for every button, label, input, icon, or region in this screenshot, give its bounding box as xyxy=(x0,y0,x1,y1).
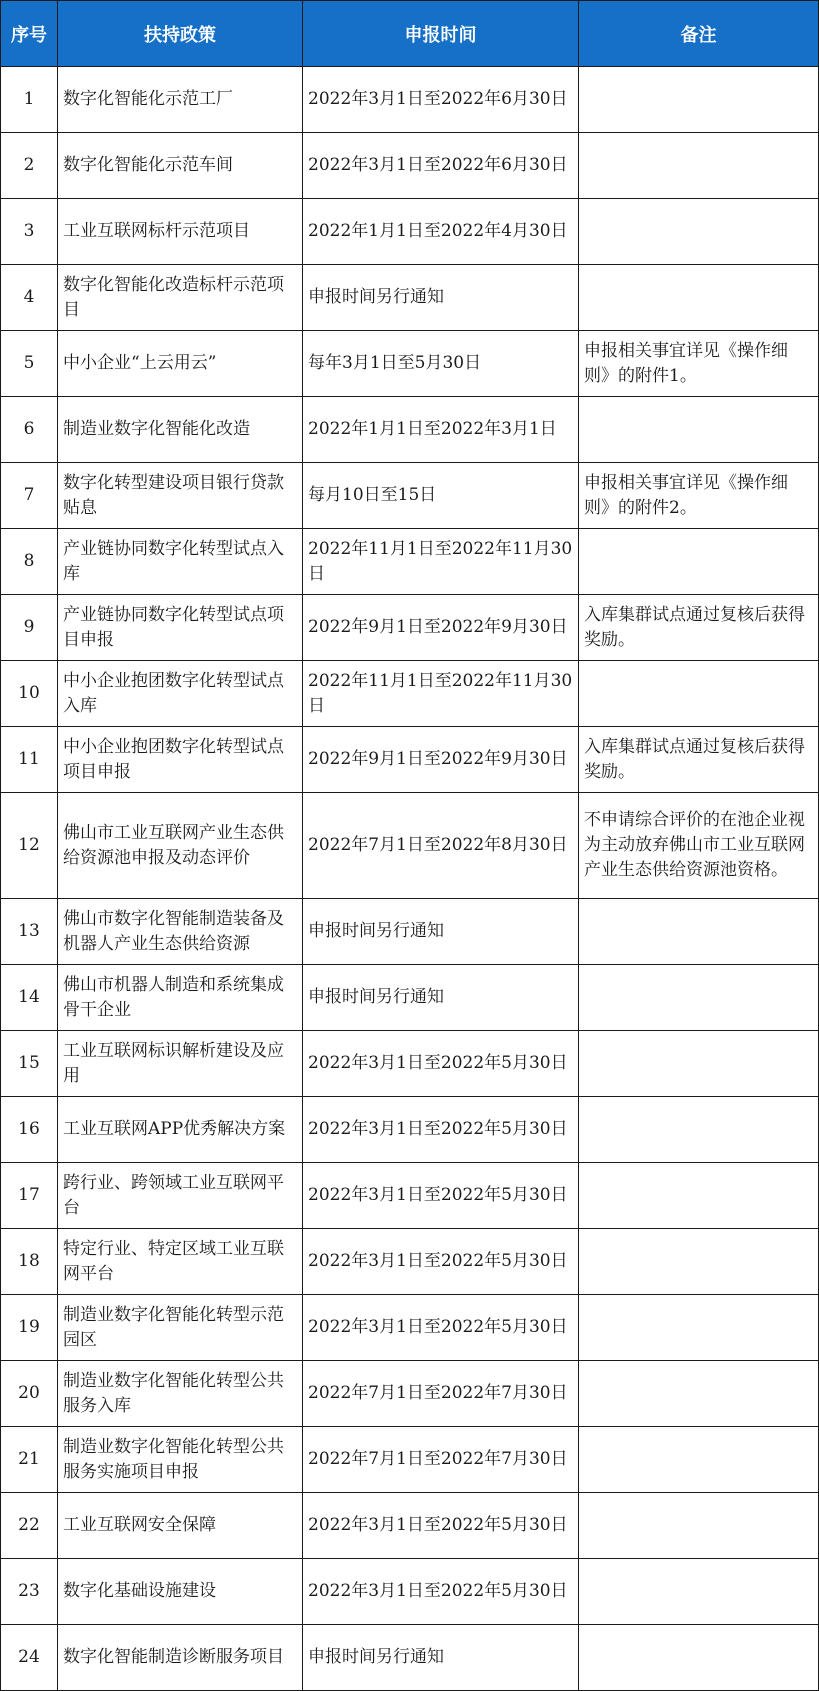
table-row xyxy=(1,1295,819,1361)
table-row xyxy=(1,1229,819,1295)
cell-time: 2022年3月1日至2022年5月30日 xyxy=(303,1031,579,1097)
cell-note: 入库集群试点通过复核后获得奖励。 xyxy=(579,727,819,793)
cell-time: 2022年1月1日至2022年3月1日 xyxy=(303,397,579,463)
cell-time: 2022年3月1日至2022年5月30日 xyxy=(303,1295,579,1361)
cell-policy: 制造业数字化智能化转型示范园区 xyxy=(58,1295,303,1361)
cell-time: 申报时间另行通知 xyxy=(303,1625,579,1691)
cell-time: 2022年9月1日至2022年9月30日 xyxy=(303,595,579,661)
cell-note xyxy=(579,1361,819,1427)
cell-no: 8 xyxy=(1,529,58,595)
table-row xyxy=(1,1097,819,1163)
cell-policy: 佛山市工业互联网产业生态供给资源池申报及动态评价 xyxy=(58,793,303,899)
cell-policy: 跨行业、跨领域工业互联网平台 xyxy=(58,1163,303,1229)
table-row xyxy=(1,965,819,1031)
cell-policy: 产业链协同数字化转型试点入库 xyxy=(58,529,303,595)
header-row xyxy=(1,1,819,67)
cell-note xyxy=(579,1493,819,1559)
cell-policy: 数字化转型建设项目银行贷款贴息 xyxy=(58,463,303,529)
cell-note xyxy=(579,67,819,133)
cell-time: 2022年3月1日至2022年6月30日 xyxy=(303,67,579,133)
table-row xyxy=(1,265,819,331)
cell-note xyxy=(579,397,819,463)
cell-policy: 特定行业、特定区域工业互联网平台 xyxy=(58,1229,303,1295)
cell-time: 2022年3月1日至2022年6月30日 xyxy=(303,133,579,199)
cell-note xyxy=(579,1295,819,1361)
cell-no: 10 xyxy=(1,661,58,727)
cell-policy: 佛山市数字化智能制造装备及机器人产业生态供给资源 xyxy=(58,899,303,965)
cell-note xyxy=(579,899,819,965)
cell-time: 2022年1月1日至2022年4月30日 xyxy=(303,199,579,265)
cell-policy: 中小企业抱团数字化转型试点项目申报 xyxy=(58,727,303,793)
cell-no: 18 xyxy=(1,1229,58,1295)
table-row xyxy=(1,595,819,661)
cell-no: 22 xyxy=(1,1493,58,1559)
cell-note xyxy=(579,1229,819,1295)
cell-note xyxy=(579,1427,819,1493)
cell-policy: 数字化智能制造诊断服务项目 xyxy=(58,1625,303,1691)
table-row xyxy=(1,727,819,793)
cell-note xyxy=(579,965,819,1031)
cell-no: 3 xyxy=(1,199,58,265)
cell-no: 9 xyxy=(1,595,58,661)
header-note: 备注 xyxy=(579,1,819,67)
cell-no: 20 xyxy=(1,1361,58,1427)
table-row xyxy=(1,1493,819,1559)
table-body xyxy=(1,67,819,1691)
cell-no: 14 xyxy=(1,965,58,1031)
cell-no: 23 xyxy=(1,1559,58,1625)
table-row xyxy=(1,67,819,133)
cell-no: 6 xyxy=(1,397,58,463)
cell-policy: 工业互联网标杆示范项目 xyxy=(58,199,303,265)
cell-time: 2022年7月1日至2022年7月30日 xyxy=(303,1427,579,1493)
cell-policy: 工业互联网APP优秀解决方案 xyxy=(58,1097,303,1163)
table-row xyxy=(1,1625,819,1691)
cell-policy: 工业互联网安全保障 xyxy=(58,1493,303,1559)
cell-no: 21 xyxy=(1,1427,58,1493)
table-row xyxy=(1,1427,819,1493)
table-row xyxy=(1,1163,819,1229)
cell-time: 2022年3月1日至2022年5月30日 xyxy=(303,1229,579,1295)
table-row xyxy=(1,331,819,397)
cell-note xyxy=(579,1625,819,1691)
cell-note xyxy=(579,1559,819,1625)
table-row xyxy=(1,397,819,463)
cell-note xyxy=(579,265,819,331)
table-row xyxy=(1,1559,819,1625)
cell-time: 申报时间另行通知 xyxy=(303,265,579,331)
cell-policy: 中小企业抱团数字化转型试点入库 xyxy=(58,661,303,727)
table-row xyxy=(1,199,819,265)
cell-time: 每年3月1日至5月30日 xyxy=(303,331,579,397)
cell-time: 申报时间另行通知 xyxy=(303,965,579,1031)
cell-time: 2022年7月1日至2022年7月30日 xyxy=(303,1361,579,1427)
cell-policy: 数字化基础设施建设 xyxy=(58,1559,303,1625)
table-row xyxy=(1,463,819,529)
cell-note xyxy=(579,1097,819,1163)
cell-note xyxy=(579,1031,819,1097)
cell-policy: 制造业数字化智能化改造 xyxy=(58,397,303,463)
table-row xyxy=(1,133,819,199)
cell-time: 2022年3月1日至2022年5月30日 xyxy=(303,1559,579,1625)
cell-policy: 制造业数字化智能化转型公共服务实施项目申报 xyxy=(58,1427,303,1493)
cell-policy: 产业链协同数字化转型试点项目申报 xyxy=(58,595,303,661)
header-no: 序号 xyxy=(1,1,58,67)
cell-no: 2 xyxy=(1,133,58,199)
table-row xyxy=(1,661,819,727)
cell-no: 16 xyxy=(1,1097,58,1163)
cell-note: 申报相关事宜详见《操作细则》的附件2。 xyxy=(579,463,819,529)
cell-no: 24 xyxy=(1,1625,58,1691)
cell-policy: 数字化智能化示范工厂 xyxy=(58,67,303,133)
cell-time: 2022年9月1日至2022年9月30日 xyxy=(303,727,579,793)
cell-time: 2022年3月1日至2022年5月30日 xyxy=(303,1097,579,1163)
cell-note xyxy=(579,529,819,595)
cell-note xyxy=(579,133,819,199)
table-row xyxy=(1,899,819,965)
cell-no: 7 xyxy=(1,463,58,529)
table-row xyxy=(1,793,819,899)
cell-no: 15 xyxy=(1,1031,58,1097)
cell-no: 5 xyxy=(1,331,58,397)
cell-no: 12 xyxy=(1,793,58,899)
header-policy: 扶持政策 xyxy=(58,1,303,67)
table-row xyxy=(1,529,819,595)
cell-time: 2022年11月1日至2022年11月30日 xyxy=(303,529,579,595)
cell-time: 每月10日至15日 xyxy=(303,463,579,529)
cell-note: 入库集群试点通过复核后获得奖励。 xyxy=(579,595,819,661)
cell-no: 17 xyxy=(1,1163,58,1229)
cell-time: 2022年3月1日至2022年5月30日 xyxy=(303,1163,579,1229)
cell-no: 1 xyxy=(1,67,58,133)
cell-note xyxy=(579,199,819,265)
cell-policy: 数字化智能化改造标杆示范项目 xyxy=(58,265,303,331)
cell-policy: 佛山市机器人制造和系统集成骨干企业 xyxy=(58,965,303,1031)
cell-no: 13 xyxy=(1,899,58,965)
cell-note: 申报相关事宜详见《操作细则》的附件1。 xyxy=(579,331,819,397)
cell-time: 申报时间另行通知 xyxy=(303,899,579,965)
cell-policy: 工业互联网标识解析建设及应用 xyxy=(58,1031,303,1097)
header-time: 申报时间 xyxy=(303,1,579,67)
cell-policy: 数字化智能化示范车间 xyxy=(58,133,303,199)
cell-time: 2022年7月1日至2022年8月30日 xyxy=(303,793,579,899)
cell-note: 不申请综合评价的在池企业视为主动放弃佛山市工业互联网产业生态供给资源池资格。 xyxy=(579,793,819,899)
cell-time: 2022年11月1日至2022年11月30日 xyxy=(303,661,579,727)
cell-note xyxy=(579,1163,819,1229)
cell-no: 11 xyxy=(1,727,58,793)
cell-no: 4 xyxy=(1,265,58,331)
cell-policy: 中小企业“上云用云” xyxy=(58,331,303,397)
cell-note xyxy=(579,661,819,727)
cell-policy: 制造业数字化智能化转型公共服务入库 xyxy=(58,1361,303,1427)
cell-time: 2022年3月1日至2022年5月30日 xyxy=(303,1493,579,1559)
table-row xyxy=(1,1361,819,1427)
table-header xyxy=(1,1,819,67)
table-row xyxy=(1,1031,819,1097)
cell-no: 19 xyxy=(1,1295,58,1361)
